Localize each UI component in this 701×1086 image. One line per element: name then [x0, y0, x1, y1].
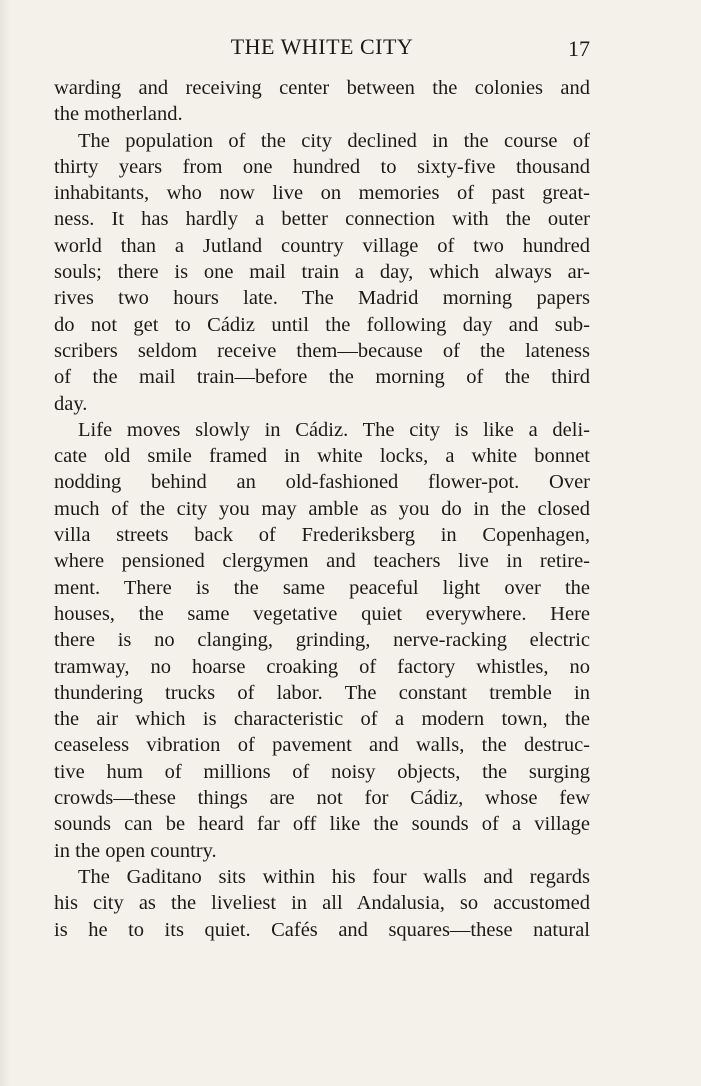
text-line: much of the city you may amble as you do in the closed — [54, 497, 590, 520]
text-line: The population of the city declined in the course of — [78, 129, 590, 152]
text-line: where pensioned clergymen and teachers live in retire- — [54, 550, 590, 573]
text-line: in the open country. — [54, 839, 217, 862]
text-line: cate old smile framed in white locks, a white bonnet — [54, 445, 590, 468]
text-line: his city as the liveliest in all Andalusia, so accustomed — [54, 892, 590, 915]
body-text — [54, 75, 590, 943]
text-line: inhabitants, who now live on memories of past great- — [54, 182, 590, 205]
text-line: ceaseless vibration of pavement and walls, the destruc- — [54, 734, 590, 757]
text-line: scribers seldom receive them—because of the lateness — [54, 339, 590, 362]
running-title: THE WHITE CITY — [230, 34, 414, 59]
text-line: thirty years from one hundred to sixty-five thousand — [54, 155, 590, 178]
page-number: 17 — [568, 36, 590, 61]
text-line: rives two hours late. The Madrid morning papers — [54, 287, 590, 310]
text-line: Life moves slowly in Cádiz. The city is like a deli- — [78, 418, 590, 441]
text-line: is he to its quiet. Cafés and squares—these natural — [54, 918, 590, 941]
text-line: do not get to Cádiz until the following day and sub- — [54, 313, 590, 336]
text-line: sounds can be heard far off like the sounds of a village — [54, 813, 590, 836]
text-line: tive hum of millions of noisy objects, the surging — [54, 760, 590, 783]
text-line: souls; there is one mail train a day, which always ar- — [54, 261, 590, 284]
text-line: The Gaditano sits within his four walls and regards — [78, 865, 590, 888]
text-line: world than a Jutland country village of two hundred — [54, 234, 590, 257]
text-line: warding and receiving center between the colonies and — [54, 77, 590, 99]
text-line: the air which is characteristic of a modern town, the — [54, 708, 590, 731]
text-line: ness. It has hardly a better connection with the outer — [54, 208, 590, 231]
running-head — [54, 34, 590, 66]
text-line: crowds—these things are not for Cádiz, whose few — [54, 787, 590, 810]
text-line: the motherland. — [54, 103, 183, 126]
text-line: houses, the same vegetative quiet everywhere. Here — [54, 602, 590, 625]
text-line: thundering trucks of labor. The constant tremble in — [54, 681, 590, 704]
text-line: tramway, no hoarse croaking of factory whistles, no — [54, 655, 590, 678]
text-line: of the mail train—before the morning of the third — [54, 366, 590, 389]
text-line: there is no clanging, grinding, nerve-racking electric — [54, 629, 590, 652]
text-line: ment. There is the same peaceful light over the — [54, 576, 590, 599]
text-line: nodding behind an old-fashioned flower-pot. Over — [54, 471, 590, 494]
text-line: villa streets back of Frederiksberg in Copenhagen, — [54, 524, 590, 547]
text-line: day. — [54, 392, 88, 415]
